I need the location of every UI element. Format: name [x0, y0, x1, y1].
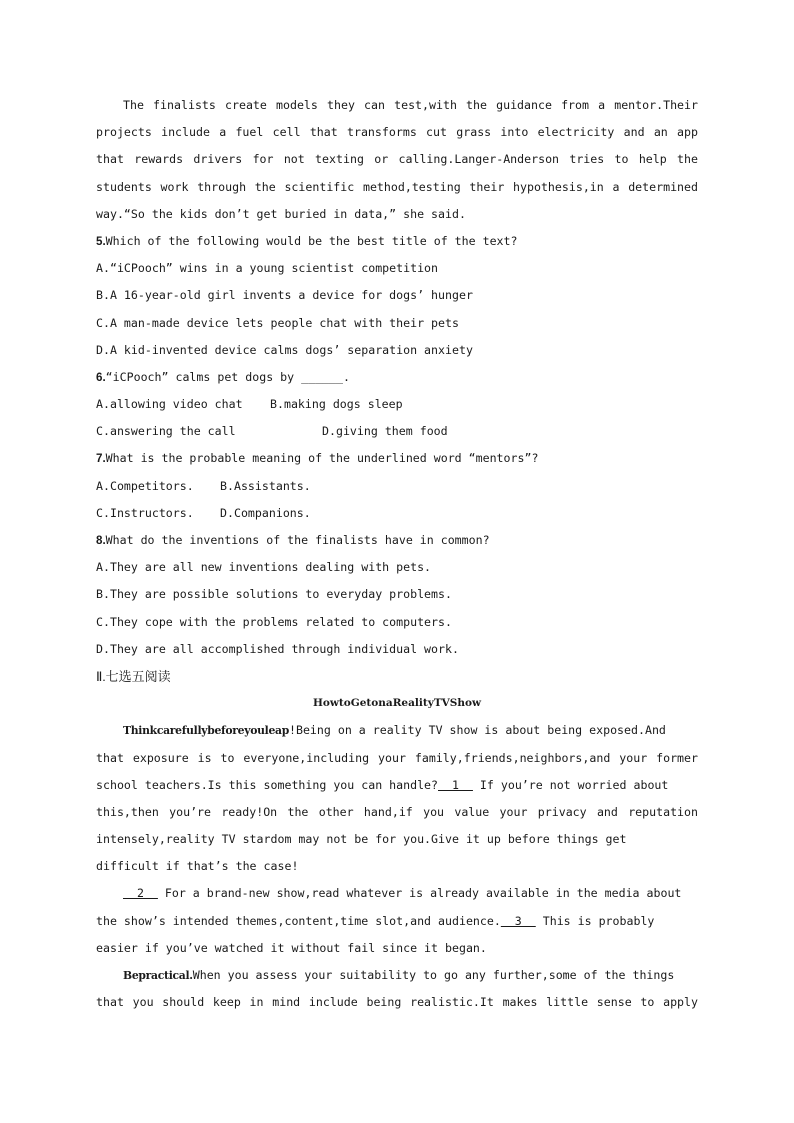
option-c: C.A man-made device lets people chat with their pets: [96, 315, 459, 330]
passage-line: that rewards drivers for not texting or calling.Langer-Anderson tries to help the: [96, 152, 698, 167]
passage-line: projects include a fuel cell that transforms cut grass into electricity and an app: [96, 125, 698, 140]
option-b: B.A 16-year-old girl invents a device for dogs’ hunger: [96, 288, 473, 303]
option-row: [96, 418, 698, 445]
passage-title: HowtoGetonaRealityTVShow: [312, 697, 482, 710]
answer-blank-1: 1: [438, 777, 473, 792]
option-d: D.Companions.: [220, 505, 311, 520]
paragraph-line: school teachers.Is this something you can handle? 1 If you’re not worried about: [96, 777, 669, 792]
answer-blank-2: 2: [123, 886, 158, 901]
question-5: [96, 228, 698, 255]
option-c: C.Instructors.: [96, 505, 194, 520]
option-b: B.Assistants.: [220, 478, 311, 493]
option-c: C.answering the call: [96, 424, 236, 439]
question-number: 5.: [96, 234, 106, 248]
paragraph-line: Thinkcarefullybeforeyouleap!Being on a reality TV show is about being exposed.And: [123, 723, 666, 738]
question-stem: What do the inventions of the finalists have in common?: [105, 533, 490, 547]
paragraph-lead: Bepractical.: [123, 969, 193, 982]
section-heading: Ⅱ.七选五阅读: [96, 668, 171, 684]
question-number: 7.: [96, 452, 106, 466]
paragraph-line: that you should keep in mind include being realistic.It makes little sense to apply: [96, 995, 698, 1010]
passage-line: way.“So the kids don’t get buried in data,” she said.: [96, 206, 466, 221]
paragraph-line: the show’s intended themes,content,time slot,and audience. 3 This is probably: [96, 913, 655, 928]
option-a: A.allowing video chat: [96, 397, 243, 412]
paragraph-line: 2 For a brand-new show,read whatever is already available in the media about: [123, 886, 682, 901]
document-body: [96, 92, 698, 1016]
option-a: A.They are all new inventions dealing with pets.: [96, 560, 432, 575]
paragraph-line: intensely,reality TV stardom may not be for you.Give it up before things get: [96, 832, 627, 847]
option-c: C.They cope with the problems related to computers.: [96, 614, 452, 629]
paragraph-line: difficult if that’s the case!: [96, 859, 299, 874]
question-stem: Which of the following would be the best title of the text?: [105, 233, 518, 248]
option-b: B.They are possible solutions to everyday problems.: [96, 587, 452, 602]
paragraph-line: easier if you’ve watched it without fail since it began.: [96, 940, 487, 955]
question-number: 6.: [96, 370, 106, 384]
paragraph-lead: Thinkcarefullybeforeyouleap: [123, 724, 289, 738]
option-a: A.Competitors.: [96, 478, 194, 493]
option-row: [96, 500, 698, 527]
option-row: [96, 391, 698, 418]
passage-line: The finalists create models they can test,with the guidance from a mentor.Their: [123, 98, 698, 112]
question-8: [96, 527, 698, 554]
option-d: D.giving them food: [322, 424, 448, 439]
passage-line: students work through the scientific method,testing their hypothesis,in a determined: [96, 179, 698, 194]
paragraph-line: this,then you’re ready!On the other hand,if you value your privacy and reputation: [96, 804, 698, 819]
option-d: D.They are all accomplished through individual work.: [96, 641, 459, 656]
paragraph-line: that exposure is to everyone,including your family,friends,neighbors,and your former: [96, 750, 698, 765]
option-d: D.A kid-invented device calms dogs’ separation anxiety: [96, 342, 473, 357]
option-b: B.making dogs sleep: [270, 397, 403, 412]
answer-blank-3: 3: [500, 913, 536, 928]
question-7: [96, 445, 698, 472]
question-stem: What is the probable meaning of the underlined word “mentors”?: [105, 451, 539, 466]
option-row: [96, 473, 698, 500]
question-6: [96, 364, 698, 391]
question-number: 8.: [96, 534, 106, 547]
paragraph-line: Bepractical.When you assess your suitability to go any further,some of the things: [123, 968, 675, 982]
question-stem: “iCPooch” calms pet dogs by ______.: [105, 369, 350, 384]
option-a: A.“iCPooch” wins in a young scientist competition: [96, 261, 439, 276]
